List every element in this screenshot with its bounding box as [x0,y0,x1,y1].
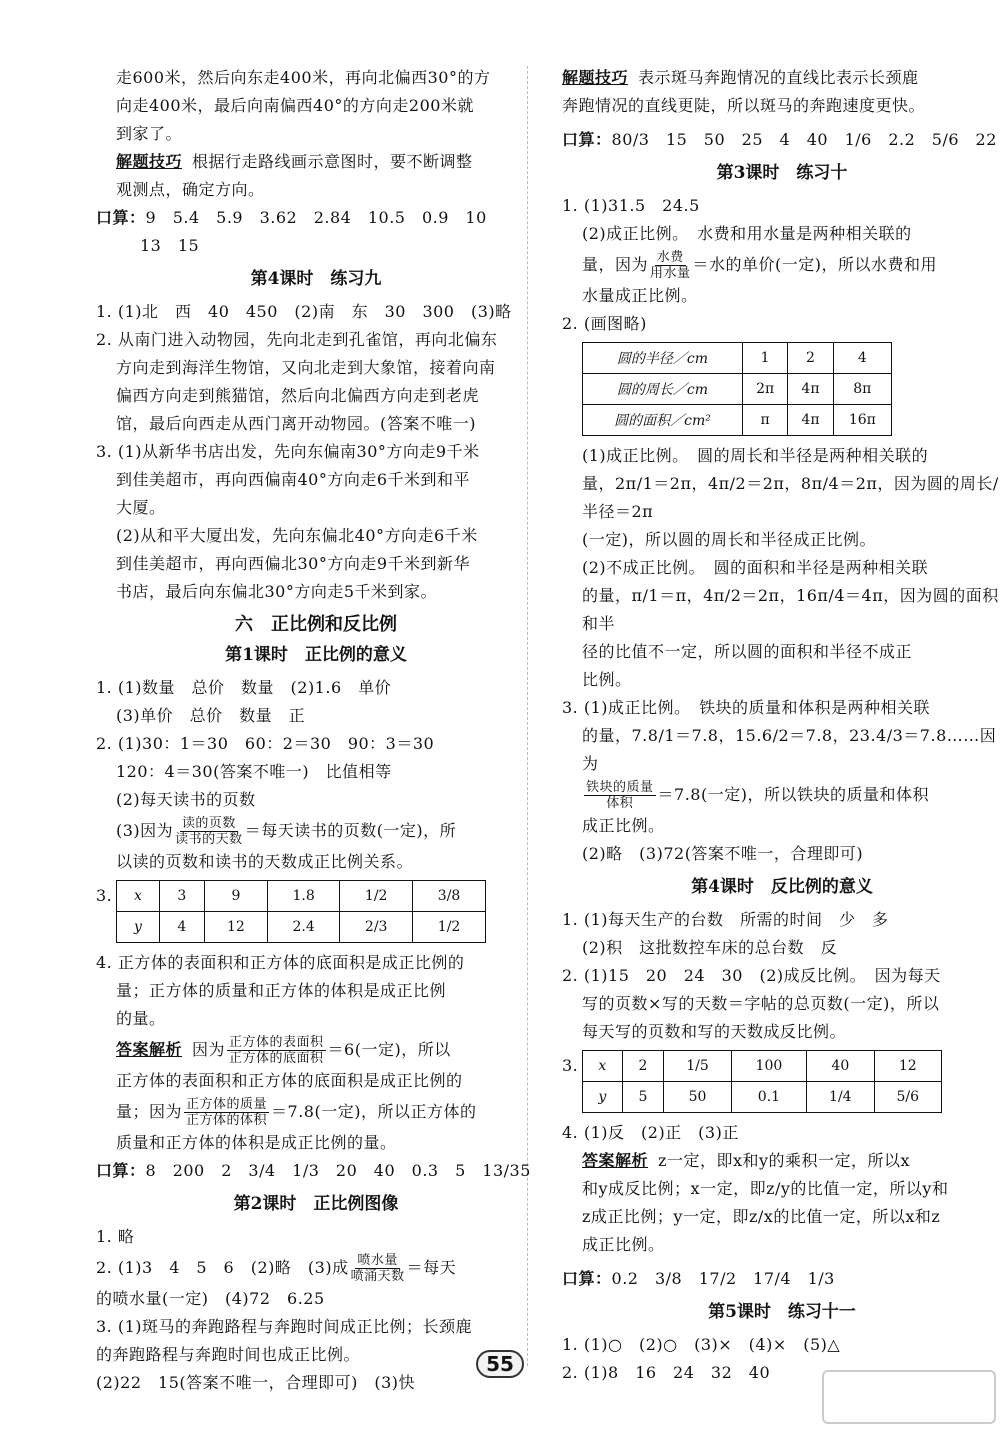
answer-line: 3. (1)从新华书店出发，先向东偏南30°方向走9千米 [96,442,480,461]
tip-label: 解题技巧 [562,68,629,87]
xy-table [582,1050,942,1113]
table-cell: 2π [742,374,787,405]
calc-label: 口算： [96,208,146,227]
text-line: 到家了。 [116,124,183,143]
answer-line: (2)22 15(答案不唯一，合理即可) (3)快 [96,1373,416,1392]
answer-line [96,1033,536,1067]
table-cell: 2 [788,343,833,374]
answer-line [562,248,1000,282]
text: ＝7.8(一定)，所以铁块的质量和体积 [657,785,929,804]
answer-line: 120：4＝30(答案不唯一) 比值相等 [116,762,392,781]
answer-line: 馆，最后向西走从西门离开动物园。(答案不唯一) [116,414,476,433]
denominator: 用水量 [650,266,691,281]
denominator: 读书的天数 [175,832,243,847]
answer-line: 1. (1)北 西 40 450 (2)南 东 30 300 (3)略 [96,302,512,321]
answer-line: 和y成反比例；x一定，即z/y的比值一定，所以y和 [582,1179,949,1198]
answer-line: 写的页数×写的天数＝字帖的总页数(一定)，所以 [582,994,940,1013]
table-row [583,405,892,436]
fraction [175,816,243,847]
table-cell: 5/6 [874,1082,941,1113]
answer-line: 1. (1)○ (2)○ (3)× (4)× (5)△ [562,1335,841,1354]
calc-line [562,126,1000,154]
fraction [184,1097,269,1128]
answer-line: 到佳美超市，再向西偏北30°方向走9千米到新华 [116,554,471,573]
answer-line: 4. 正方体的表面积和正方体的底面积是成正比例的 [96,953,465,972]
table-cell: 4 [159,912,204,943]
text-line: 走600米，然后向东走400米，再向北偏西30°的方 [116,68,491,87]
section-heading: 第2课时 正比例图像 [233,1194,399,1214]
table-cell: x [117,881,160,912]
answer-line: 4. (1)反 (2)正 (3)正 [562,1123,739,1142]
table-cell: x [583,1051,623,1082]
calc-values: 8 200 2 3/4 1/3 20 40 0.3 5 13/35 [145,1161,531,1180]
table-row [583,343,892,374]
answer-line: 以读的页数和读书的天数成正比例关系。 [116,852,414,871]
answer-line: 的奔跑路程与奔跑时间也成正比例。 [96,1345,361,1364]
table-cell: 0.1 [731,1082,806,1113]
table-cell: 9 [204,881,267,912]
section-heading: 第1课时 正比例的意义 [225,645,407,665]
answer-line: 正方体的表面积和正方体的底面积是成正比例的 [116,1071,463,1090]
tip-text: 根据行走路线画示意图时，要不断调整 [192,152,473,171]
fraction [650,250,691,281]
answer-line: 2. (1)15 20 24 30 (2)成反比例。 因为每天 [562,966,941,985]
denominator: 喷涌天数 [350,1269,405,1284]
table-cell: 4 [833,343,891,374]
denominator: 体积 [606,796,634,811]
text: 量；因为 [116,1102,183,1121]
numerator: 读的页数 [181,816,236,831]
table-cell: 3 [159,881,204,912]
table-cell: 1/2 [413,912,486,943]
answer-label: 答案解析 [116,1040,183,1059]
calc-label: 口算： [562,1269,612,1288]
answer-line: 1. (1)31.5 24.5 [562,196,700,215]
text: 量，因为 [582,255,649,274]
table-cell: 圆的面积／cm² [583,405,743,436]
calc-values: 80/3 15 50 25 4 40 1/6 2.2 5/6 22 [611,130,997,149]
answer-line: 量；正方体的质量和正方体的体积是成正比例 [116,981,447,1000]
table-cell: 16π [833,405,891,436]
answer-line: 成正比例。 [582,1235,665,1254]
answer-line [96,1095,536,1129]
answer-line: 质量和正方体的体积是成正比例的量。 [116,1133,397,1152]
answer-line: 3. (1)成正比例。 铁块的质量和体积是两种相关联 [562,698,931,717]
text-line: 观测点，确定方向。 [116,180,265,199]
circle-table [582,342,892,436]
table-cell: π [742,405,787,436]
answer-line: 水量成正比例。 [582,286,698,305]
calc-line [96,204,536,232]
answer-line: (2)略 (3)72(答案不唯一，合理即可) [582,844,864,863]
text: ＝6(一定)，所以 [327,1040,451,1059]
answer-line: 径的比值不一定，所以圆的面积和半径不成正 [582,642,913,661]
table-cell: 3/8 [413,881,486,912]
denominator: 正方体的底面积 [229,1051,324,1066]
text: ＝水的单价(一定)，所以水费和用 [692,255,938,274]
answer-line: z成正比例；y一定，即z/x的比值一定，所以x和z [582,1207,941,1226]
section-heading: 第4课时 练习九 [250,269,382,289]
watermark-logo [822,1370,996,1424]
answer-line: 书店，最后向东偏北30°方向走5千米到家。 [116,582,438,601]
answer-line [562,778,1000,812]
answer-line: (2)成正比例。 水费和用水量是两种相关联的 [582,224,912,243]
text-line: 向走400米，最后向南偏西40°的方向走200米就 [116,96,474,115]
table-cell: 12 [204,912,267,943]
fraction [227,1035,326,1066]
answer-line [96,1251,536,1285]
table-cell: 2/3 [340,912,413,943]
text: 因为 [192,1040,226,1059]
table-cell: 1/4 [807,1082,874,1113]
tip-line [96,148,536,176]
table-cell: 100 [731,1051,806,1082]
table-cell: y [117,912,160,943]
answer-line: (3)单价 总价 数量 正 [116,706,306,725]
text: ＝每天 [406,1258,457,1277]
answer-line: (2)每天读书的页数 [116,790,256,809]
answer-line: 的量，7.8/1＝7.8，15.6/2＝7.8，23.4/3＝7.8……因为 [582,726,997,773]
table-row [117,912,486,943]
tip-line [562,64,1000,92]
answer-line: 的量，π/1＝π，4π/2＝2π，16π/4＝4π，因为圆的面积和半 [582,586,999,633]
answer-line: 2. (画图略) [562,314,647,333]
table-cell: 1.8 [268,881,340,912]
numerator: 喷水量 [357,1253,398,1268]
section-heading: 第5课时 练习十一 [708,1302,856,1322]
table-cell: 2.4 [268,912,340,943]
table-row [583,374,892,405]
answer-line: (一定)，所以圆的周长和半径成正比例。 [582,530,876,549]
text: z一定，即x和y的乘积一定，所以x [658,1151,911,1170]
text: 2. (1)3 4 5 6 (2)略 (3)成 [96,1258,349,1277]
section-heading: 第4课时 反比例的意义 [691,877,873,897]
table-cell: 圆的周长／cm [583,374,743,405]
page-footer [440,1350,560,1378]
answer-line: 大厦。 [116,498,166,517]
answer-line: (2)积 这批数控车床的总台数 反 [582,938,838,957]
denominator: 正方体的体积 [186,1113,268,1128]
text: ＝7.8(一定)，所以正方体的 [271,1102,477,1121]
calc-line [96,1157,536,1185]
calc-values: 13 15 [140,236,200,255]
table-row [117,881,486,912]
table-cell: 8π [833,374,891,405]
table-cell: 4π [788,405,833,436]
table-cell: 1/5 [664,1051,731,1082]
answer-line: 的喷水量(一定) (4)72 6.25 [96,1289,325,1308]
calc-values: 0.2 3/8 17/2 17/4 1/3 [611,1269,835,1288]
numerator: 铁块的质量 [586,780,654,795]
answer-line: (2)不成正比例。 圆的面积和半径是两种相关联 [582,558,929,577]
answer-line: 2. (1)30：1＝30 60：2＝30 90：3＝30 [96,734,435,753]
table-cell: y [583,1082,623,1113]
text-line: 奔跑情况的直线更陡，所以斑马的奔跑速度更快。 [562,96,926,115]
answer-line [562,1147,1000,1175]
numerator: 正方体的表面积 [229,1035,324,1050]
calc-label: 口算： [562,130,612,149]
answer-line: 3. (1)斑马的奔跑路程与奔跑时间成正比例；长颈鹿 [96,1317,473,1336]
answer-line: 比例。 [582,670,632,689]
table-cell: 1 [742,343,787,374]
answer-line: 的量。 [116,1009,166,1028]
answer-line: 2. 从南门进入动物园，先向北走到孔雀馆，再向北偏东 [96,330,498,349]
answer-line: (2)从和平大厦出发，先向东偏北40°方向走6千米 [116,526,478,545]
fraction [584,780,656,811]
answer-line: 1. (1)每天生产的台数 所需的时间 少 多 [562,910,889,929]
unit-heading: 六 正比例和反比例 [235,614,397,635]
table-cell: 5 [622,1082,664,1113]
answer-line: 每天写的页数和写的天数成反比例。 [582,1022,847,1041]
tip-label: 解题技巧 [116,152,183,171]
text: ＝每天读书的页数(一定)，所 [244,821,457,840]
tip-text: 表示斑马奔跑情况的直线比表示长颈鹿 [638,68,919,87]
table-cell: 12 [874,1051,941,1082]
left-column: 走600米，然后向东走400米，再向北偏西30°的方 向走400米，最后向南偏西40°的方向走200米就 到家了。 解题技巧 根据行走路线画示意图时，要不断调整 观测点，确定方向。 口算：9 5.4 5.9 3.62 2.84 10.5 0.9 10 13 15 第4课时 练习九 1. (1)北 西 40 450 (2)南 东 30 300 (3)略 2. 从南门进入动物园，先向北走到孔雀馆，再向北偏东 方向走到海洋生物馆，又向北走到大象馆，接着向南 偏西方向走到熊猫馆，然后向北偏西方向走到老虎 馆，最后向西走从西门离开动物园。(答案不唯一) 3. (1)从新华书店出发，先向东偏南30°方向走9千米 到佳美超市，再向西偏南40°方向走6千米到和平 大厦。 (2)从和平大厦出发，先向东偏北40°方向走6千米 到佳美超市，再向西偏北30°方向走9千米到新华 书店，最后向东偏北30°方向走5千米到家。 六 正比例和反比例 第1课时 正比例的意义 1. (1)数量 总价 数量 (2)1.6 单价 (3)单价 总价 数量 正 2. (1)30：1＝30 60：2＝30 90：3＝30 120：4＝30(答案不唯一) 比值相等 (2)每天读书的页数 (3)因为 $\frac{\text{读的页数}}{\text{读书的天数}}$ ＝每天读书的页数(一定)，所 以读的页数和读书的天数成正比例关系。 3. x 3 9 1.8 1/2 3/8 y 4 12 2.4 2/3 1/2 4. 正方体的表面积和正方体的底面积是成正比例的 量；正方体的质量和正方体的体积是成正比例 的量。 答案解析 因为 $\frac{\text{正方体的表面积}}{\text{正方体的底面积}}$ ＝6(一定)，所以 正方体的表面积和正方体的底面积是成正比例的 量；因为 $\frac{\text{正方体的质量}}{\text{正方体的体积}}$ ＝7.8(一定)，所以正方体的 质量和正方体的体积是成正比例的量。 口算：8 200 2 3/4 1/3 20 40 0.3 5 13/35 第2课时 正比例图像 1. 略 2. (1)3 4 5 6 (2)略 (3)成 $\frac{\text{喷水量}}{\text{喷涌天数}}$ ＝每天 的喷水量(一定) (4)72 6.25 3. (1)斑马的奔跑路程与奔跑时间成正比例；长颈鹿 的奔跑路程与奔跑时间也成正比例。 (2)22 15(答案不唯一，合理即可) (3)快 [96,64,536,1397]
table-cell: 圆的半径／cm [583,343,743,374]
table-row [583,1051,942,1082]
section-heading: 第3课时 练习十 [716,163,848,183]
answer-line: 1. (1)数量 总价 数量 (2)1.6 单价 [96,678,392,697]
table-cell: 40 [807,1051,874,1082]
answer-line: 方向走到海洋生物馆，又向北走到大象馆，接着向南 [116,358,496,377]
table-row [583,1082,942,1113]
answer-line: 偏西方向走到熊猫馆，然后向北偏西方向走到老虎 [116,386,480,405]
table-cell: 50 [664,1082,731,1113]
page-number: 55 [476,1350,524,1378]
right-column: 解题技巧 表示斑马奔跑情况的直线比表示长颈鹿 奔跑情况的直线更陡，所以斑马的奔跑速度更快。 口算：80/3 15 50 25 4 40 1/6 2.2 5/6 22 第3课时 练习十 1. (1)31.5 24.5 (2)成正比例。 水费和用水量是两种相关联的 量，因为 $\frac{\text{水费}}{\text{用水量}}$ ＝水的单价(一定)，所以水费和用 水量成正比例。 2. (画图略) 圆的半径／cm 1 2 4 圆的周长／cm 2π 4π 8π 圆的面积／cm² π 4π 16π (1)成正比例。 圆的周长和半径是两种相关联的 量，2π/1＝2π，4π/2＝2π，8π/4＝2π，因为圆的周长/半径＝2π (一定)，所以圆的周长和半径成正比例。 (2)不成正比例。 圆的面积和半径是两种相关联 的量，π/1＝π，4π/2＝2π，16π/4＝4π，因为圆的面积和半 径的比值不一定，所以圆的面积和半径不成正 比例。 3. (1)成正比例。 铁块的质量和体积是两种相关联 的量，7.8/1＝7.8，15.6/2＝7.8，23.4/3＝7.8……因为 $\frac{\text{铁块的质量}}{\text{体积}}$ ＝7.8(一定)，所以铁块的质量和体积 成正比例。 (2)略 (3)72(答案不唯一，合理即可) 第4课时 反比例的意义 1. (1)每天生产的台数 所需的时间 少 多 (2)积 这批数控车床的总台数 反 2. (1)15 20 24 30 (2)成反比例。 因为每天 写的页数×写的天数＝字帖的总页数(一定)，所以 每天写的页数和写的天数成反比例。 3. x 2 1/5 100 40 12 y 5 50 0.1 1/4 5/6 4. (1)反 (2)正 (3)正 答案解析 z一定，即x和y的乘积一定，所以x 和y成反比例；x一定，即z/y的比值一定，所以y和 z成正比例；y一定，即z/x的比值一定，所以x和z 成正比例。 口算：0.2 3/8 17/2 17/4 1/3 第5课时 练习十一 1. (1)○ (2)○ (3)× (4)× (5)△ 2. (1)8 16 24 32 40 [562,64,1000,1387]
table-cell: 1/2 [340,881,413,912]
answer-line: 2. (1)8 16 24 32 40 [562,1363,771,1382]
text: (3)因为 [116,821,174,840]
answer-line: 成正比例。 [582,816,665,835]
numerator: 正方体的质量 [186,1097,268,1112]
xy-table [116,880,486,943]
answer-label: 答案解析 [582,1151,649,1170]
calc-values: 9 5.4 5.9 3.62 2.84 10.5 0.9 10 [145,208,487,227]
calc-line [562,1265,1000,1293]
table-cell: 4π [788,374,833,405]
answer-line: 量，2π/1＝2π，4π/2＝2π，8π/4＝2π，因为圆的周长/半径＝2π [582,474,999,521]
answer-line [96,814,536,848]
calc-label: 口算： [96,1161,146,1180]
fraction [351,1253,405,1284]
answer-line: 1. 略 [96,1227,135,1246]
answer-line: 到佳美超市，再向西偏南40°方向走6千米到和平 [116,470,471,489]
table-cell: 2 [622,1051,664,1082]
numerator: 水费 [656,250,684,265]
answer-line: (1)成正比例。 圆的周长和半径是两种相关联的 [582,446,929,465]
